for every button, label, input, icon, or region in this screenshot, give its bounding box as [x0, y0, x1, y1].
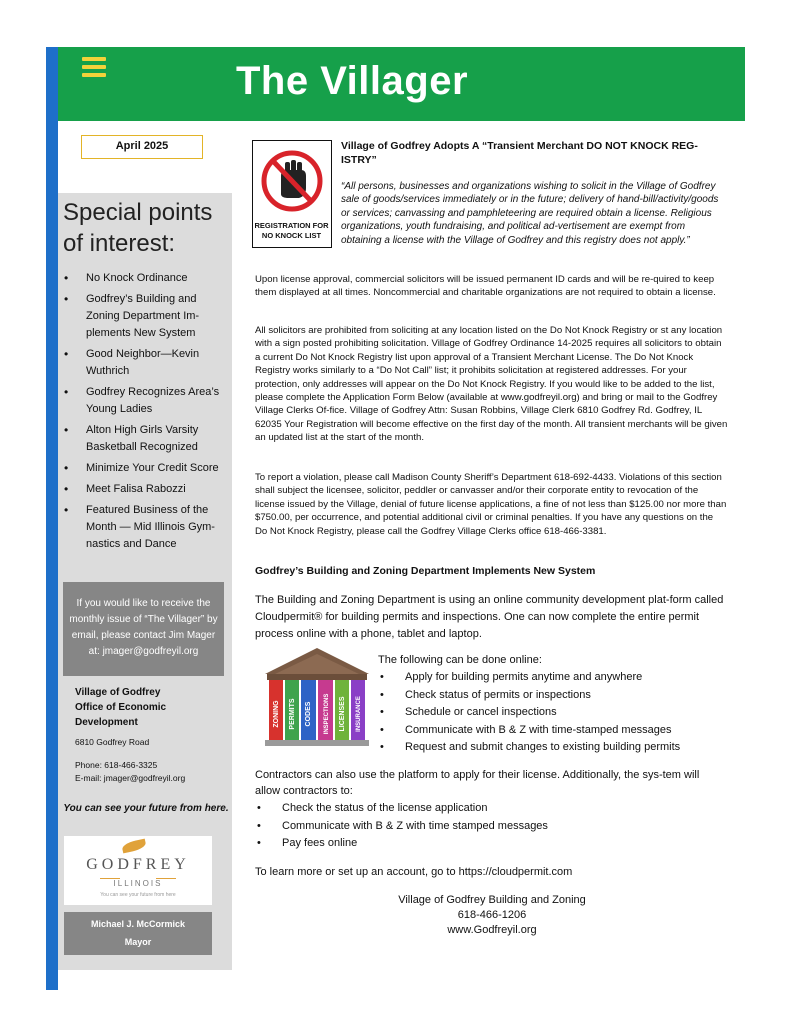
future-tagline: You can see your future from here. — [63, 803, 229, 814]
pillar-label: PERMITS — [289, 698, 296, 730]
contractor-list — [255, 800, 548, 853]
list-item: • Pay fees online — [255, 835, 548, 853]
article-paragraph: To report a violation, please call Madison County Sheriff’s Department 618-692-4433. Violations of this section shall subject the licensee, solicitor, peddler or canvasser and/or their corporate entity to revocation of the license issued by the Village, denial of future license applications, a fine of not less than $125.00 nor more than $750.00, per occurrence, and potential additional civil or criminal penalties. If you have any questions on the Do Not Knock Registry, please call the Godfrey Village Clerks office 618-466-3381. — [255, 472, 727, 537]
pillar-label: INSURANCE — [356, 696, 362, 732]
menu-icon[interactable] — [82, 57, 106, 81]
list-item: • Good Neighbor—Kevin Wuthrich — [62, 346, 230, 380]
list-item: • No Knock Ordinance — [62, 270, 230, 287]
org-phone: Phone: 618-466-3325 — [75, 760, 158, 770]
article-paragraph: The Building and Zoning Department is using an online community development plat-form called Cloudpermit® for building permits and inspections. One can now complete the entire permit process online with a phone, tablet and laptop. — [255, 594, 724, 640]
logo-state: ILLINOIS — [113, 879, 163, 888]
mayor-title: Mayor — [124, 937, 152, 947]
list-item: • Communicate with B & Z with time stamped messages — [255, 818, 548, 836]
pillar-label: LICENSES — [339, 696, 346, 732]
permit-house-image — [261, 644, 373, 748]
special-points-title: Special points of interest: — [63, 199, 213, 257]
logo-tagline: You can see your future from here — [100, 892, 176, 898]
mayor-name: Michael J. McCormick — [90, 919, 186, 929]
org-email: E-mail: jmager@godfreyil.org — [75, 773, 186, 783]
bz-contact-name: Village of Godfrey Building and Zoning — [398, 894, 586, 906]
org-address: 6810 Godfrey Road — [75, 737, 150, 747]
article-paragraph: All solicitors are prohibited from soliciting at any location listed on the Do Not Knock Registry or st any location with a sign posted prohibiting solicitation. Village of Godfrey Ordinance 14-2025 requires all solicitors to obtain a current Do Not Knock Registry list upon approval of a Transient Merchant License. The Do Not Knock Registry works similarly to a “Do Not Call” list; it prohibits solicitation at registered addresses. For your protection, only addresses will appear on the Do Not Knock Registry. If you would like to be added to the list, please complete the Application Form Below (available at www.godfreyil.org) and bring or mail to the Godfrey Village Clerks Of-fice. Village of Godfrey Attn: Susan Robbins, Village Clerk 6810 Godfrey Rd. Godfrey, IL 62035 Your Registration will become effective on the first day of the month. All transient merchants will be given an updated list at the start of the month. — [255, 325, 728, 444]
logo-name: GODFREY — [86, 856, 190, 873]
list-item: • Apply for building permits anytime and anywhere — [378, 669, 680, 687]
section-heading: Godfrey’s Building and Zoning Department Implements New System — [255, 565, 596, 577]
no-knock-icon — [261, 146, 323, 216]
newsletter-title: The Villager — [236, 59, 469, 103]
list-item: • Check the status of the license application — [255, 800, 548, 818]
pillar-label: INSPECTIONS — [324, 693, 330, 735]
article-paragraph: Upon license approval, commercial solicitors will be issued permanent ID cards and will be re-quired to keep them displayed at all times. Noncommercial and charitable organizations are not required to obtain a license. — [255, 274, 716, 299]
org-contact — [75, 685, 225, 785]
list-item: • Godfrey’s Building and Zoning Department Im-plements New System — [62, 291, 230, 342]
org-name-line2: Office of Economic — [75, 702, 167, 713]
list-item: • Request and submit changes to existing building permits — [378, 739, 680, 757]
org-name-line3: Development — [75, 717, 138, 728]
list-item: • Featured Business of the Month — Mid Illinois Gym-nastics and Dance — [62, 502, 230, 553]
godfrey-logo — [64, 836, 212, 905]
special-points-list — [62, 270, 230, 557]
leaf-icon — [121, 839, 147, 854]
list-item: • Check status of permits or inspections — [378, 687, 680, 705]
bz-contact-website[interactable]: www.Godfreyil.org — [447, 924, 537, 936]
article-title: Village of Godfrey Adopts A “Transient Merchant DO NOT KNOCK REG-ISTRY” — [341, 140, 698, 166]
email-subscribe-box: If you would like to receive the monthly issue of “The Villager” by email, please contact Jim Mager at: jmager@godfreyil.org — [63, 582, 224, 676]
sign-label: REGISTRATION FOR NO KNOCK LIST — [254, 221, 329, 240]
mayor-box — [64, 912, 212, 955]
list-item: • Godfrey Recognizes Area’s Young Ladies — [62, 384, 230, 418]
issue-date: April 2025 — [81, 135, 203, 159]
cloudpermit-link-text: To learn more or set up an account, go to https://cloudpermit.com — [255, 866, 573, 878]
no-knock-sign — [252, 140, 332, 248]
online-services-list — [378, 669, 680, 757]
list-item: • Meet Falisa Rabozzi — [62, 481, 230, 498]
list-item: • Alton High Girls Varsity Basketball Recognized — [62, 422, 230, 456]
side-accent-bar — [46, 47, 58, 990]
list-item: • Minimize Your Credit Score — [62, 460, 230, 477]
ordinance-quote: “All persons, businesses and organizations wishing to solicit in the Village of Godfrey sale of goods/services immediately or in the future; delivery of hand-bill/activity/goods or services; canvassing and pamphleteering are required obtain a license. Religious organizations, youth fundraising, and political ad-vertisement are exempt from obtaining a license with the Village of Godfrey and this registry does not apply.” — [341, 181, 719, 246]
online-intro: The following can be done online: — [378, 654, 542, 666]
pillar-label: ZONING — [273, 700, 280, 728]
masthead — [58, 47, 745, 121]
list-item: • Schedule or cancel inspections — [378, 704, 680, 722]
org-name-line1: Village of Godfrey — [75, 687, 161, 698]
bz-contact — [382, 893, 602, 938]
article-paragraph: Contractors can also use the platform to apply for their license. Additionally, the sys-tem will allow contractors to: — [255, 769, 700, 797]
bz-contact-phone: 618-466-1206 — [457, 909, 527, 921]
pillar-label: CODES — [305, 701, 312, 727]
list-item: • Communicate with B & Z with time-stamped messages — [378, 722, 680, 740]
